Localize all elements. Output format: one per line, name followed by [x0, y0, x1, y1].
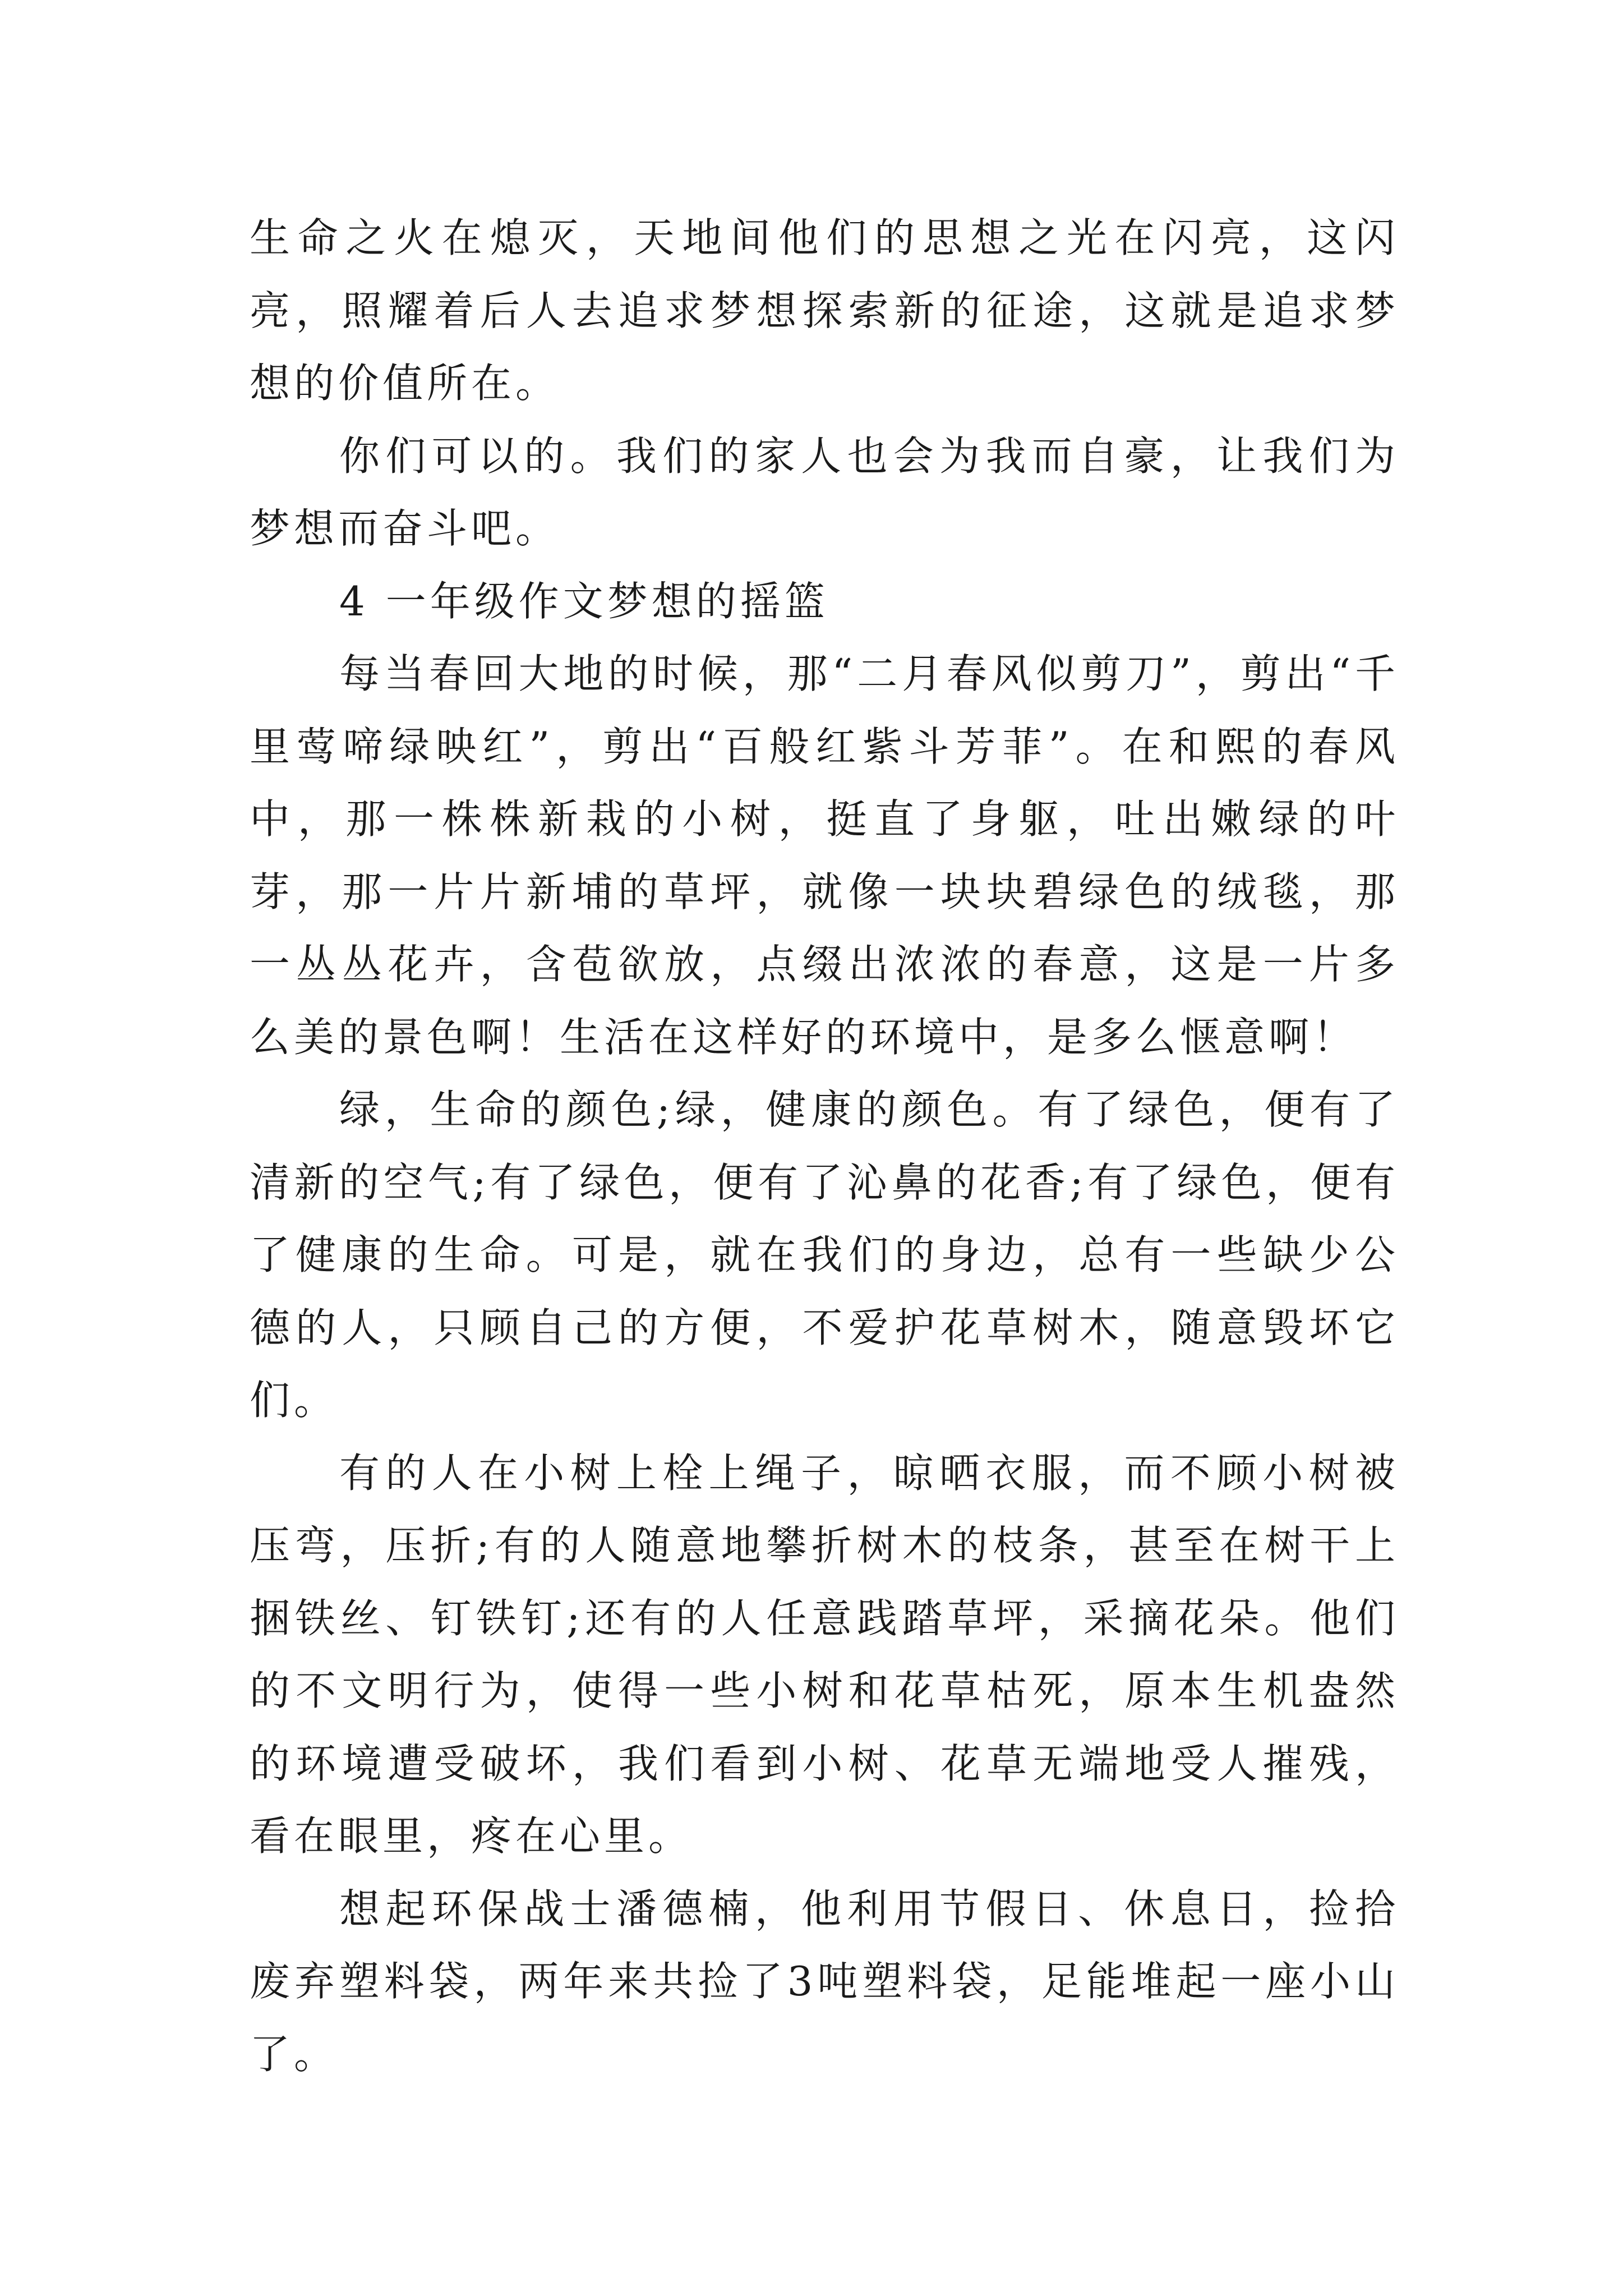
paragraph-green: 绿，生命的颜色;绿，健康的颜色。有了绿色，便有了清新的空气;有了绿色，便有了沁鼻的花香;有了绿色，便有了健康的生命。可是，就在我们的身边，总有一些缺少公德的人，只顾自己的方便，不爱护花草树木，随意毁坏它们。 [250, 1086, 1399, 1424]
paragraph-spring: 每当春回大地的时候，那“二月春风似剪刀”，剪出“千里莺啼绿映红”，剪出“百般红紫斗芳菲”。在和熙的春风中，那一株株新栽的小树，挺直了身躯，吐出嫩绿的叶芽，那一片片新埔的草坪，就像一块块碧绿色的绒毯，那一丛丛花卉，含苞欲放，点缀出浓浓的春意，这是一片多么美的景色啊！生活在这样好的环境中，是多么惬意啊！ [250, 650, 1399, 1061]
paragraph-environmentalist: 想起环保战士潘德楠，他利用节假日、休息日，捡拾废弃塑料袋，两年来共捡了3吨塑料袋，足能堆起一座小山了。 [250, 1885, 1399, 2078]
paragraph-continuation: 生命之火在熄灭，天地间他们的思想之光在闪亮，这闪亮，照耀着后人去追求梦想探索新的征途，这就是追求梦想的价值所在。 [250, 214, 1399, 407]
document-page [250, 202, 1399, 2091]
paragraph-damage: 有的人在小树上栓上绳子，晾晒衣服，而不顾小树被压弯，压折;有的人随意地攀折树木的枝条，甚至在树干上捆铁丝、钉铁钉;还有的人任意践踏草坪，采摘花朵。他们的不文明行为，使得一些小树和花草枯死，原本生机盎然的环境遭受破坏，我们看到小树、花草无端地受人摧残，看在眼里，疼在心里。 [250, 1449, 1399, 1860]
section-heading: 4 一年级作文梦想的摇篮 [339, 577, 829, 625]
paragraph-closing: 你们可以的。我们的家人也会为我而自豪，让我们为梦想而奋斗吧。 [250, 432, 1399, 552]
